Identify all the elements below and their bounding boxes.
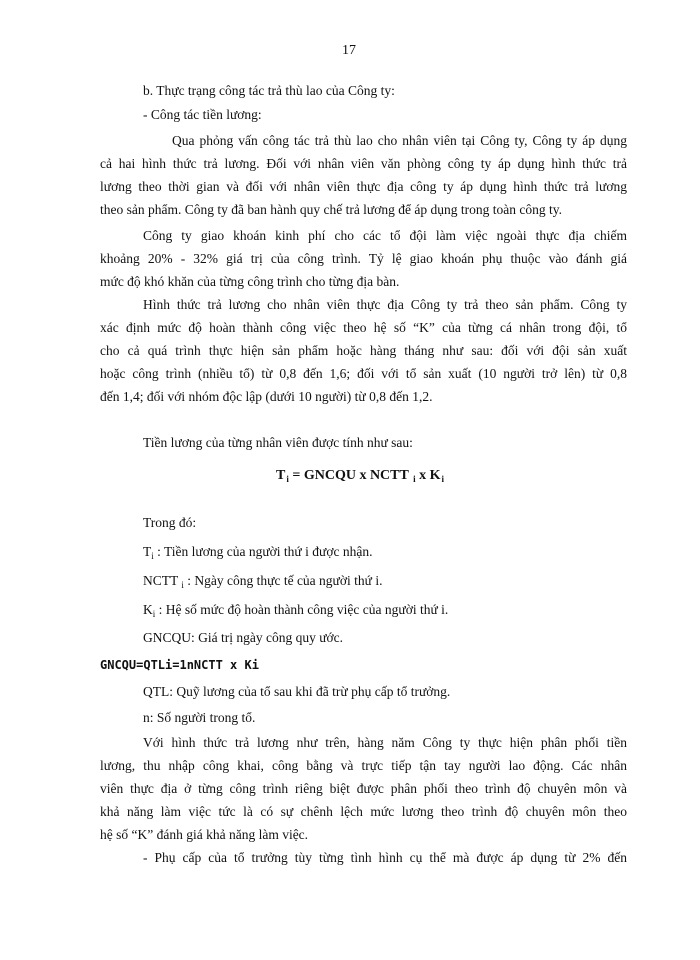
paragraph-line: khả năng làm việc tức là có sự chênh lệch mức lương theo trình độ chuyên môn theo: [100, 804, 627, 819]
definition-item: n: Số người trong tổ.: [143, 710, 256, 725]
paragraph-line: hoặc công trình (nhiều tổ) từ 0,8 đến 1,6; đối với tổ sản xuất (10 người trở lên) từ 0,8: [100, 366, 627, 381]
paragraph-line: Với hình thức trả lương như trên, hàng năm Công ty thực hiện phân phối tiền: [143, 735, 627, 750]
paragraph-line: khoảng 20% - 32% giá trị của công trình. Tỷ lệ giao khoán phụ thuộc vào đánh giá: [100, 251, 627, 266]
gncqu-formula: GNCQU=QTLi=1nNCTT x Ki: [100, 658, 259, 672]
allowance-line: - Phụ cấp của tổ trưởng tùy từng tình hình cụ thể mà được áp dụng từ 2% đến: [143, 850, 627, 865]
paragraph-line: theo sản phẩm. Công ty đã ban hành quy chế trả lương để áp dụng trong toàn công ty.: [100, 202, 562, 217]
paragraph-line: mức độ khó khăn của từng công trình cho từng địa bàn.: [100, 274, 400, 289]
paragraph-line: cả hai hình thức trả lương. Đối với nhân viên văn phòng công ty áp dụng hình thức trả: [100, 156, 627, 171]
page-number: 17: [342, 43, 356, 58]
paragraph-line: Hình thức trả lương cho nhân viên thực địa Công ty trả theo sản phẩm. Công ty: [143, 297, 627, 312]
definition-item: NCTT $_i$ : Ngày công thực tế của người thứ i.: [143, 573, 383, 590]
subheading-salary: - Công tác tiền lương:: [143, 107, 262, 122]
definition-item: $K_i$ : Hệ số mức độ hoàn thành công việc của người thứ i.: [143, 602, 449, 619]
paragraph-line: lương theo thời gian và đối với nhân viên thực địa công ty áp dụng hình thức trả lương: [100, 179, 627, 194]
paragraph-line: đến 1,4; đối với nhóm độc lập (dưới 10 người) từ 0,8 đến 1,2.: [100, 389, 433, 404]
definition-item: $T_i$ : Tiền lương của người thứ i được nhận.: [143, 544, 373, 561]
formula-lhs: T: [276, 468, 286, 483]
paragraph-line: xác định mức độ hoàn thành công việc theo hệ số “K” của từng cá nhân trong đội, tổ: [100, 320, 627, 335]
paragraph-line: hệ số “K” đánh giá khả năng làm việc.: [100, 827, 309, 842]
paragraph-line: lương, thu nhập công khai, công bằng và trực tiếp tận tay người lao động. Các nhân: [100, 758, 627, 773]
section-heading: b. Thực trạng công tác trả thù lao của Công ty:: [143, 83, 395, 98]
paragraph-line: viên thực địa ở từng công trình riêng biệt được phân phối theo trình độ chuyên môn và: [100, 781, 627, 796]
formula-intro: Tiền lương của từng nhân viên được tính như sau:: [143, 435, 413, 450]
definition-item: QTL: Quỹ lương của tổ sau khi đã trừ phụ cấp tổ trưởng.: [143, 684, 451, 699]
definition-item: GNCQU: Giá trị ngày công quy ước.: [143, 630, 344, 645]
where-label: Trong đó:: [143, 515, 197, 530]
paragraph-line: Qua phỏng vấn công tác trả thù lao cho nhân viên tại Công ty, Công ty áp dụng: [172, 133, 627, 148]
paragraph-line: Công ty giao khoán kinh phí cho các tổ đội làm việc ngoài thực địa chiếm: [143, 228, 627, 243]
salary-formula: $T_i$ = GNCQU x NCTT $_i$ x $K_i$: [276, 468, 445, 484]
paragraph-line: cho cả quá trình thực hiện sản phẩm hoặc hàng tháng như sau: đối với đội sản xuất: [100, 343, 627, 358]
